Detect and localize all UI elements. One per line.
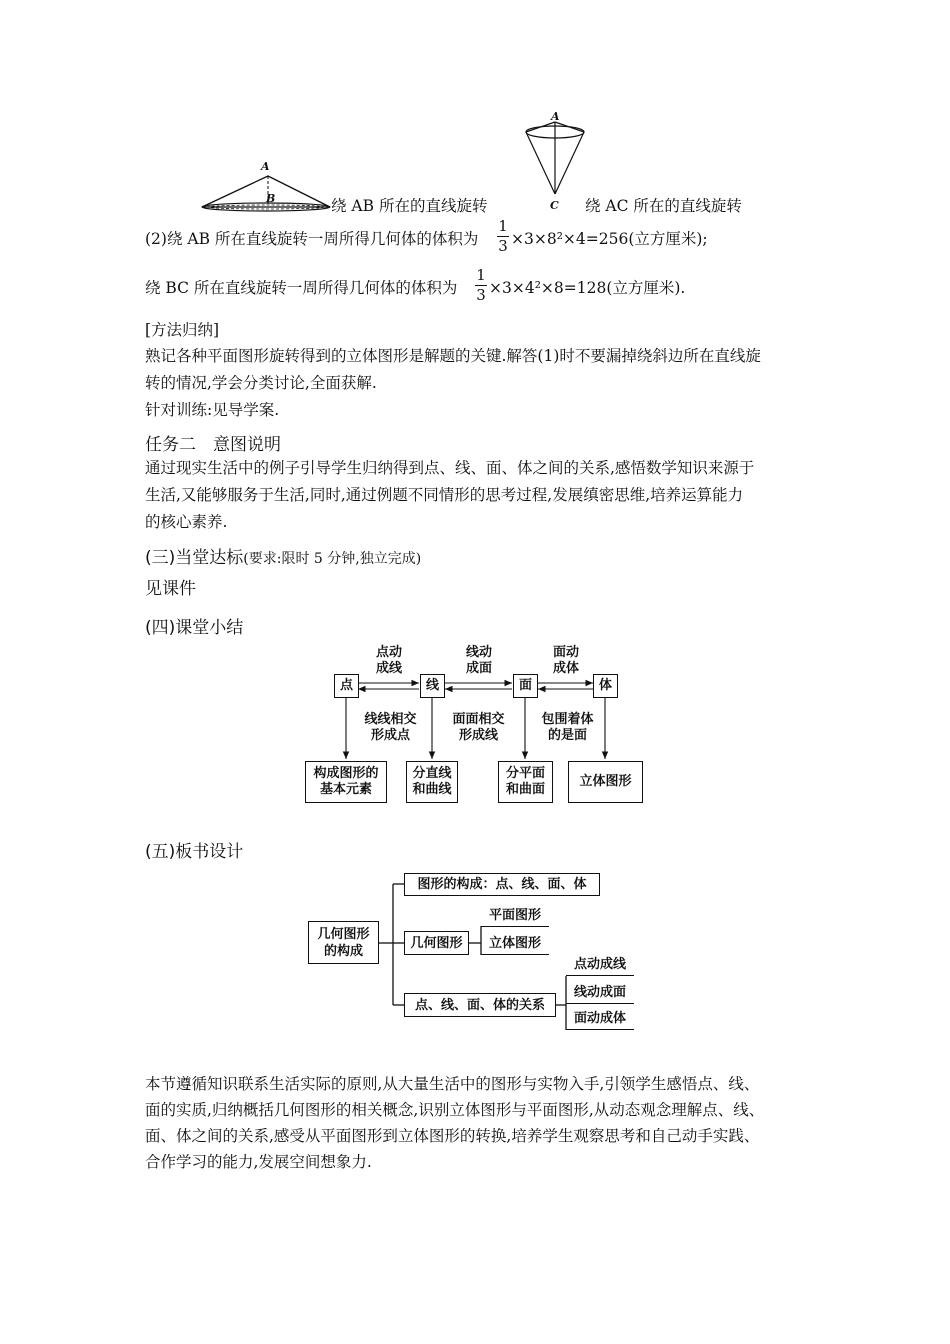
- node-face: 面: [513, 674, 538, 698]
- arrow-label-line-to-face: 线动 成面: [465, 645, 492, 676]
- cone-right-label-c: C: [550, 199, 559, 212]
- task2-line-2: 生活,又能够服务于生活,同时,通过例题不同情形的思考过程,发展缜密思维,培养运算能力: [145, 486, 744, 504]
- down-label-2: 面面相交 形成线: [452, 712, 505, 743]
- board-root: 几何图形 的构成: [308, 921, 379, 964]
- board-plane-figures: 平面图形: [481, 906, 549, 927]
- volume-line-1-result: ×3×8²×4=256(立方厘米);: [511, 230, 708, 248]
- summary-line-3: 面、体之间的关系,感受从平面图形到立体图形的转换,培养学生观察思考和自己动手实践、: [145, 1127, 760, 1145]
- method-line-2: 转的情况,学会分类讨论,全面获解.: [145, 374, 377, 392]
- node-point: 点: [334, 674, 359, 698]
- cone-left-label-a: A: [261, 160, 270, 173]
- down-label-3: 包围着体 的是面: [541, 712, 594, 743]
- section5-title: (五)板书设计: [145, 842, 244, 862]
- fraction-numerator: 1: [476, 266, 486, 284]
- method-line-1: 熟记各种平面图形旋转得到的立体图形是解题的关键.解答(1)时不要漏掉绕斜边所在直线旋: [145, 347, 761, 365]
- section3-body: 见课件: [145, 579, 196, 599]
- task2-title: 任务二 意图说明: [145, 435, 281, 455]
- task2-line-1: 通过现实生活中的例子引导学生归纳得到点、线、面、体之间的关系,感悟数学知识来源于: [145, 459, 755, 477]
- method-title: [方法归纳]: [145, 321, 220, 339]
- cone-right-label-a: A: [551, 110, 560, 123]
- task2-line-3: 的核心素养.: [145, 513, 228, 531]
- fraction-denominator: 3: [498, 237, 508, 255]
- summary-line-4: 合作学习的能力,发展空间想象力.: [145, 1153, 372, 1171]
- practice-line: 针对训练:见导学案.: [145, 401, 280, 419]
- board-line-to-face: 线动成面: [566, 983, 634, 1004]
- volume-line-2-result: ×3×4²×8=128(立方厘米).: [489, 279, 686, 297]
- section3-title: (三)当堂达标: [145, 548, 244, 568]
- section3-note: (要求:限时 5 分钟,独立完成): [243, 551, 422, 567]
- summary-line-1: 本节遵循知识联系生活实际的原则,从大量生活中的图形与实物入手,引领学生感悟点、线、: [145, 1075, 760, 1093]
- board-branch-composition: 图形的构成：点、线、面、体: [404, 873, 600, 896]
- volume-line-2: 绕 BC 所在直线旋转一周所得几何体的体积为: [145, 279, 458, 297]
- fraction-numerator: 1: [498, 217, 508, 235]
- volume-line-1-text: (2)绕 AB 所在直线旋转一周所得几何体的体积为: [145, 230, 479, 248]
- result-faces: 分平面 和曲面: [498, 761, 553, 803]
- board-solid-figures: 立体图形: [481, 934, 549, 955]
- node-line: 线: [420, 674, 445, 698]
- result-solids: 立体图形: [568, 761, 643, 803]
- arrow-label-point-to-line: 点动 成线: [375, 645, 402, 676]
- cone-right-caption: 绕 AC 所在的直线旋转: [585, 197, 742, 215]
- node-solid: 体: [593, 674, 618, 698]
- board-point-to-line: 点动成线: [566, 955, 634, 976]
- summary-line-2: 面的实质,归纳概括几何图形的相关概念,识别立体图形与平面图形,从动态观念理解点、线、: [145, 1101, 765, 1119]
- down-label-1: 线线相交 形成点: [364, 712, 417, 743]
- board-branch-geometric-figures: 几何图形: [404, 931, 469, 955]
- cone-left-label-b: B: [266, 192, 276, 205]
- cone-left-caption: 绕 AB 所在的直线旋转: [331, 197, 488, 215]
- result-lines: 分直线 和曲线: [406, 761, 458, 803]
- arrow-label-face-to-solid: 面动 成体: [552, 645, 579, 676]
- fraction-denominator: 3: [476, 286, 486, 304]
- result-basic-elements: 构成图形的 基本元素: [305, 761, 387, 803]
- section4-title: (四)课堂小结: [145, 618, 244, 638]
- board-branch-relations: 点、线、面、体的关系: [404, 993, 556, 1017]
- board-face-to-solid: 面动成体: [566, 1009, 634, 1030]
